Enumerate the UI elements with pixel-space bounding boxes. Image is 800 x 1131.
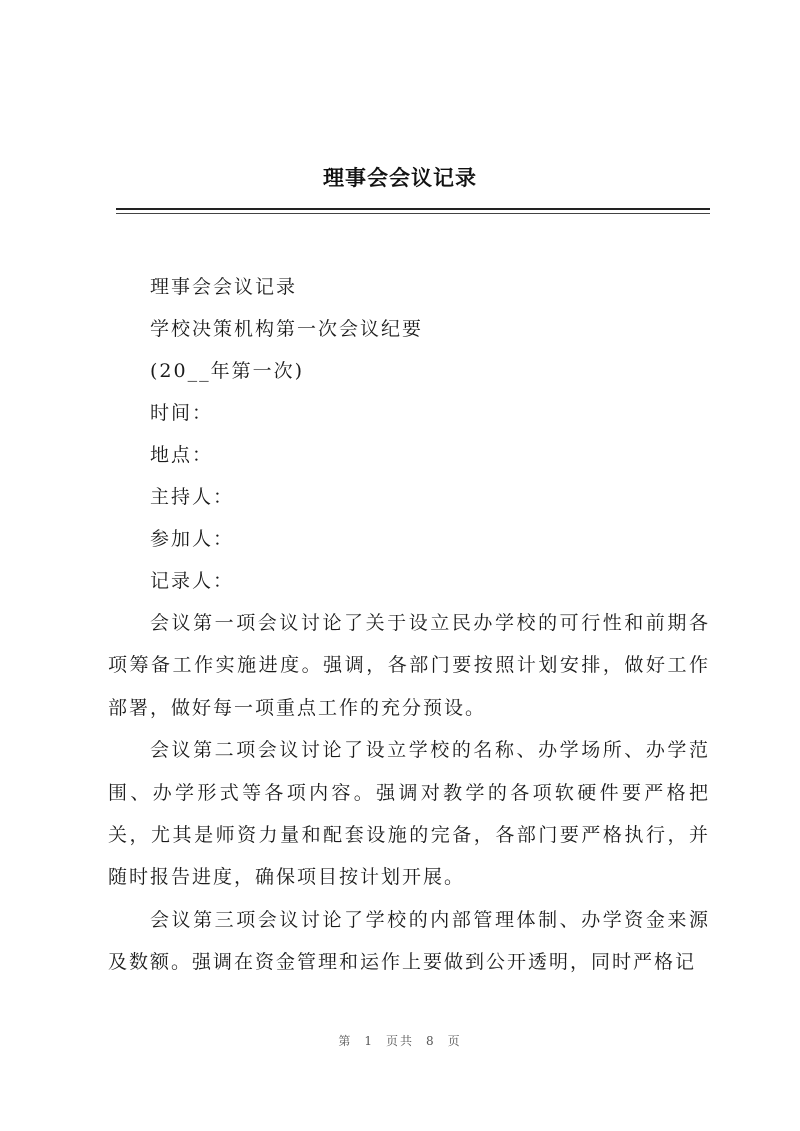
document-body bbox=[108, 266, 710, 984]
paragraph-item-1: 会议第一项会议讨论了关于设立民办学校的可行性和前期各项筹备工作实施进度。强调，各部门要按照计划安排，做好工作部署，做好每一项重点工作的充分预设。 bbox=[108, 612, 710, 719]
title-divider-thin bbox=[116, 213, 710, 214]
host-field-label: 主持人： bbox=[150, 486, 235, 508]
paragraph-item-2: 会议第二项会议讨论了设立学校的名称、办学场所、办学范围、办学形式等各项内容。强调对教学的各项软硬件要严格把关，尤其是师资力量和配套设施的完备，各部门要严格执行，并随时报告进度，确保项目按计划开展。 bbox=[108, 739, 710, 889]
page-title: 理事会会议记录 bbox=[323, 166, 477, 190]
page-footer bbox=[0, 1032, 800, 1049]
recorder-field-label: 记录人： bbox=[150, 570, 235, 592]
footer-total-pages: 8 bbox=[426, 1034, 436, 1048]
meeting-session: (20__年第一次) bbox=[150, 360, 305, 382]
footer-suffix: 页 bbox=[447, 1034, 462, 1048]
paragraph-item-3: 会议第三项会议讨论了学校的内部管理体制、办学资金来源及数额。强调在资金管理和运作上要做到公开透明，同时严格记 bbox=[108, 908, 710, 974]
meeting-subtitle: 学校决策机构第一次会议纪要 bbox=[150, 318, 424, 340]
body-heading: 理事会会议记录 bbox=[150, 276, 298, 298]
location-field-label: 地点： bbox=[150, 444, 214, 466]
time-field-label: 时间： bbox=[150, 402, 214, 424]
footer-current-page: 1 bbox=[364, 1034, 374, 1048]
attendees-field-label: 参加人： bbox=[150, 528, 235, 550]
footer-prefix: 第 bbox=[338, 1034, 353, 1048]
footer-middle: 页共 bbox=[385, 1034, 414, 1048]
title-divider bbox=[116, 208, 710, 210]
